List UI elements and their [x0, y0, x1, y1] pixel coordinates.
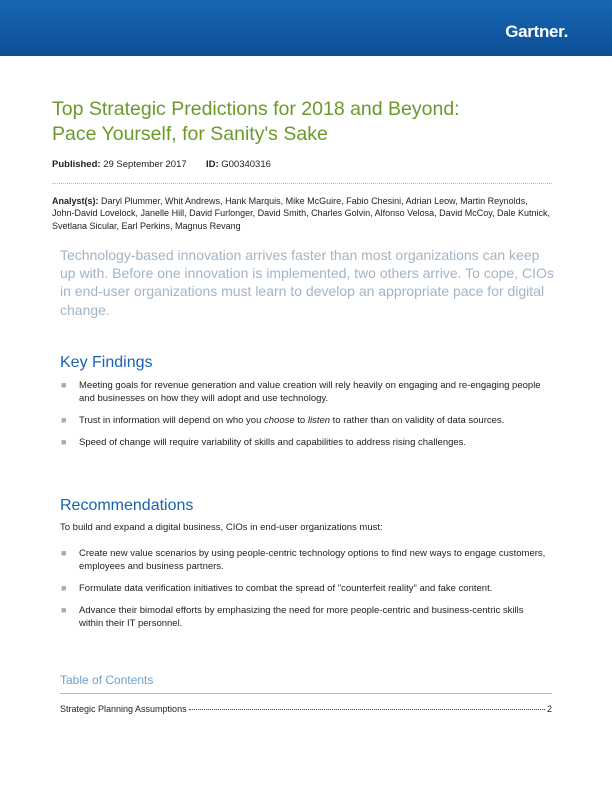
- recommendation-item: ■ Formulate data verification initiatives to combat the spread of "counterfeit reality" and fake content.: [61, 583, 493, 594]
- key-findings-heading: Key Findings: [60, 354, 153, 371]
- document-id: G00340316: [221, 159, 271, 170]
- id-label: ID:: [205, 159, 219, 170]
- toc-entry[interactable]: [60, 704, 552, 714]
- recommendations-list: [60, 547, 550, 639]
- bullet-square-icon: ■: [61, 548, 67, 558]
- document-title: [52, 97, 562, 147]
- key-findings-list: [60, 379, 550, 458]
- analysts-block: [52, 195, 552, 232]
- header-band: [0, 0, 612, 56]
- summary-text: Technology-based innovation arrives faster than most organizations can keep up with. Before one innovation is implemented, two others arrive. To cope, CIOs in end-user organizations must learn to develop an appropriate pace for digital change.: [60, 247, 554, 318]
- toc-entry-label[interactable]: Strategic Planning Assumptions: [60, 704, 187, 714]
- recommendation-item: ■ Create new value scenarios by using people-centric technology options to find new ways to engage customers, employees and business partners.: [61, 548, 546, 572]
- recommendation-item: ■ Advance their bimodal efforts by emphasizing the need for more people-centric and business-centric skills within their IT personnel.: [61, 605, 524, 629]
- publication-meta: [52, 159, 271, 170]
- title-line-1: Top Strategic Predictions for 2018 and Beyond:: [52, 98, 460, 120]
- analysts-list: Daryl Plummer, Whit Andrews, Hank Marquis, Mike McGuire, Fabio Chesini, Adrian Leow, Martin Reynolds, John-David Lovelock, Janelle Hill, David Furlonger, David Smith, Charles Golvin, Alfonso Velosa, David McCoy, Dale Kutnick, Svetlana Sicular, Earl Perkins, Magnus Revang: [52, 196, 551, 231]
- analysts-label: Analyst(s):: [52, 196, 99, 206]
- recommendations-heading: Recommendations: [60, 497, 194, 514]
- gartner-logo: Gartner.: [505, 22, 568, 41]
- recommendations-intro: To build and expand a digital business, CIOs in end-user organizations must:: [60, 522, 383, 533]
- key-finding-item: ■ Speed of change will require variability of skills and capabilities to address rising challenges.: [61, 437, 467, 448]
- key-finding-item: ■ Trust in information will depend on who you choose to listen to rather than on validity of data sources.: [61, 415, 505, 426]
- title-line-2: Pace Yourself, for Sanity's Sake: [52, 123, 328, 145]
- bullet-square-icon: ■: [61, 605, 67, 615]
- published-date: 29 September 2017: [103, 159, 187, 170]
- key-finding-item: ■ Meeting goals for revenue generation and value creation will rely heavily on engaging and re-engaging people and businesses on how they will adopt and use technology.: [61, 380, 541, 404]
- meta-divider: [52, 183, 552, 184]
- bullet-square-icon: ■: [61, 437, 67, 447]
- bullet-square-icon: ■: [61, 583, 67, 593]
- toc-divider: [60, 693, 552, 694]
- toc-leader-dots: [189, 709, 545, 710]
- published-label: Published:: [52, 159, 101, 170]
- bullet-square-icon: ■: [61, 415, 67, 425]
- toc-entry-page: 2: [546, 704, 552, 714]
- toc-heading: Table of Contents: [60, 673, 154, 687]
- bullet-square-icon: ■: [61, 380, 67, 390]
